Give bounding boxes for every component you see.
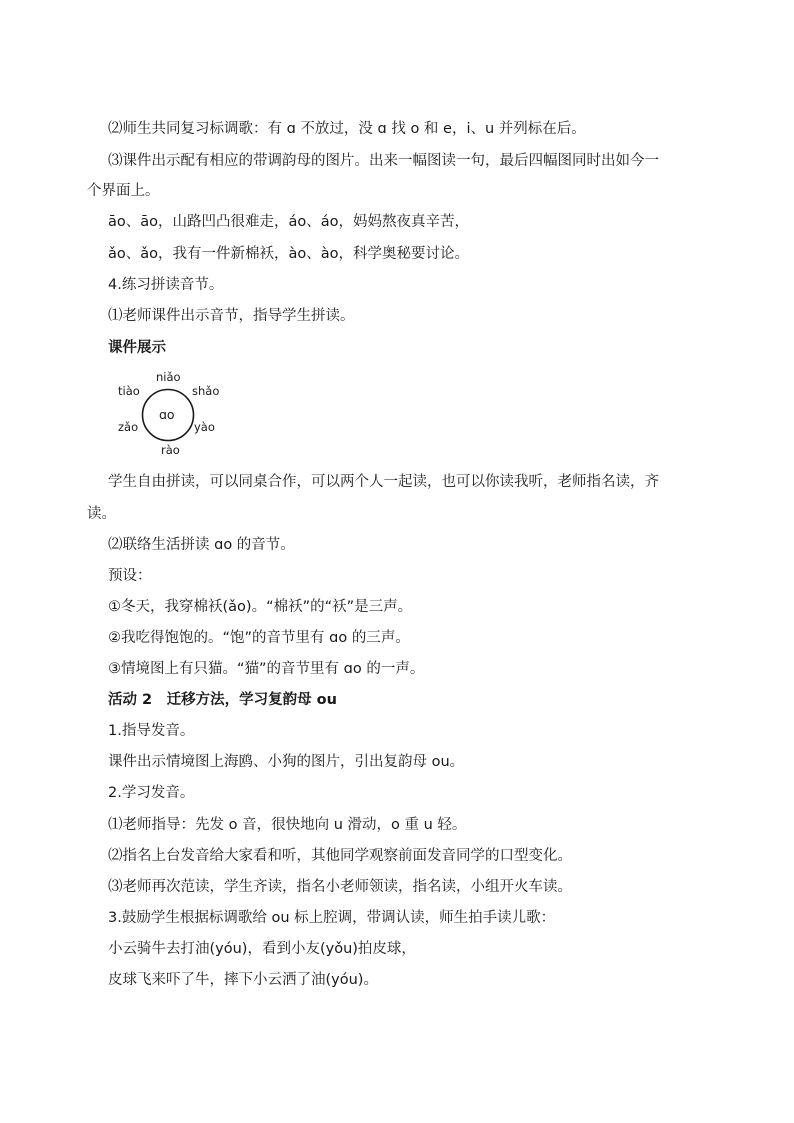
text-line: 皮球飞来吓了牛，摔下小云洒了油(yóu)。 [108,972,378,988]
text-line: ⑴老师课件出示音节，指导学生拼读。 [108,308,355,324]
text-line: 3.鼓励学生根据标调歌给 ou 标上腔调，带调认读，师生拍手读儿歌： [108,910,556,926]
diagram-center-label: ɑo [159,407,175,422]
diagram-syllable-bottom-right: yào [194,420,215,434]
text-line: ⑵师生共同复习标调歌：有 ɑ 不放过，没 ɑ 找 o 和 e，i、u 并列标在后。 [108,121,586,137]
diagram-syllable-bottom: rào [161,443,180,457]
text-line: ⑴老师指导：先发 o 音，很快地向 u 滑动，o 重 u 轻。 [108,817,467,833]
diagram-syllable-top-left: tiào [118,384,140,398]
text-line: āo、āo，山路凹凸很难走，áo、áo，妈妈熬夜真辛苦， [108,214,470,230]
text-line: 4.练习拼读音节。 [108,277,224,293]
text-line: 学生自由拼读，可以同桌合作，可以两个人一起读，也可以你读我听，老师指名读，齐 [108,474,659,490]
text-line: ⑵指名上台发音给大家看和听，其他同学观察前面发音同学的口型变化。 [108,848,572,864]
text-line: ③情境图上有只猫。“猫”的音节里有 ɑo 的一声。 [108,661,425,677]
diagram-syllable-top-right: shǎo [192,384,220,398]
text-line: ⑵联络生活拼读 ɑo 的音节。 [108,537,295,553]
text-line: ②我吃得饱饱的。“饱”的音节里有 ɑo 的三声。 [108,630,410,646]
text-line: 读。 [87,506,116,522]
text-line: 预设： [108,568,152,584]
text-line: 小云骑牛去打油(yóu)，看到小友(yǒu)拍皮球， [108,941,416,957]
text-line: ǎo、ǎo，我有一件新棉袄，ào、ào，科学奥秘要讨论。 [108,246,470,262]
text-line: ⑶课件出示配有相应的带调韵母的图片。出来一幅图读一句，最后四幅图同时出如今一 [108,153,659,169]
text-line: 个界面上。 [87,183,160,199]
text-line: ①冬天，我穿棉袄(ǎo)。“棉袄”的“袄”是三声。 [108,599,413,615]
text-line: ⑶老师再次范读，学生齐读，指名小老师领读，指名读，小组开火车读。 [108,879,572,895]
text-line: 课件出示情境图上海鸥、小狗的图片，引出复韵母 ou。 [108,754,465,770]
activity-heading: 活动 2 迁移方法，学习复韵母 ou [108,692,337,708]
diagram-syllable-bottom-left: zǎo [118,420,139,434]
text-line: 2.学习发音。 [108,785,195,801]
section-label: 课件展示 [108,340,166,356]
syllable-diagram [108,366,228,456]
text-line: 1.指导发音。 [108,723,195,739]
diagram-syllable-top: niǎo [156,370,181,384]
